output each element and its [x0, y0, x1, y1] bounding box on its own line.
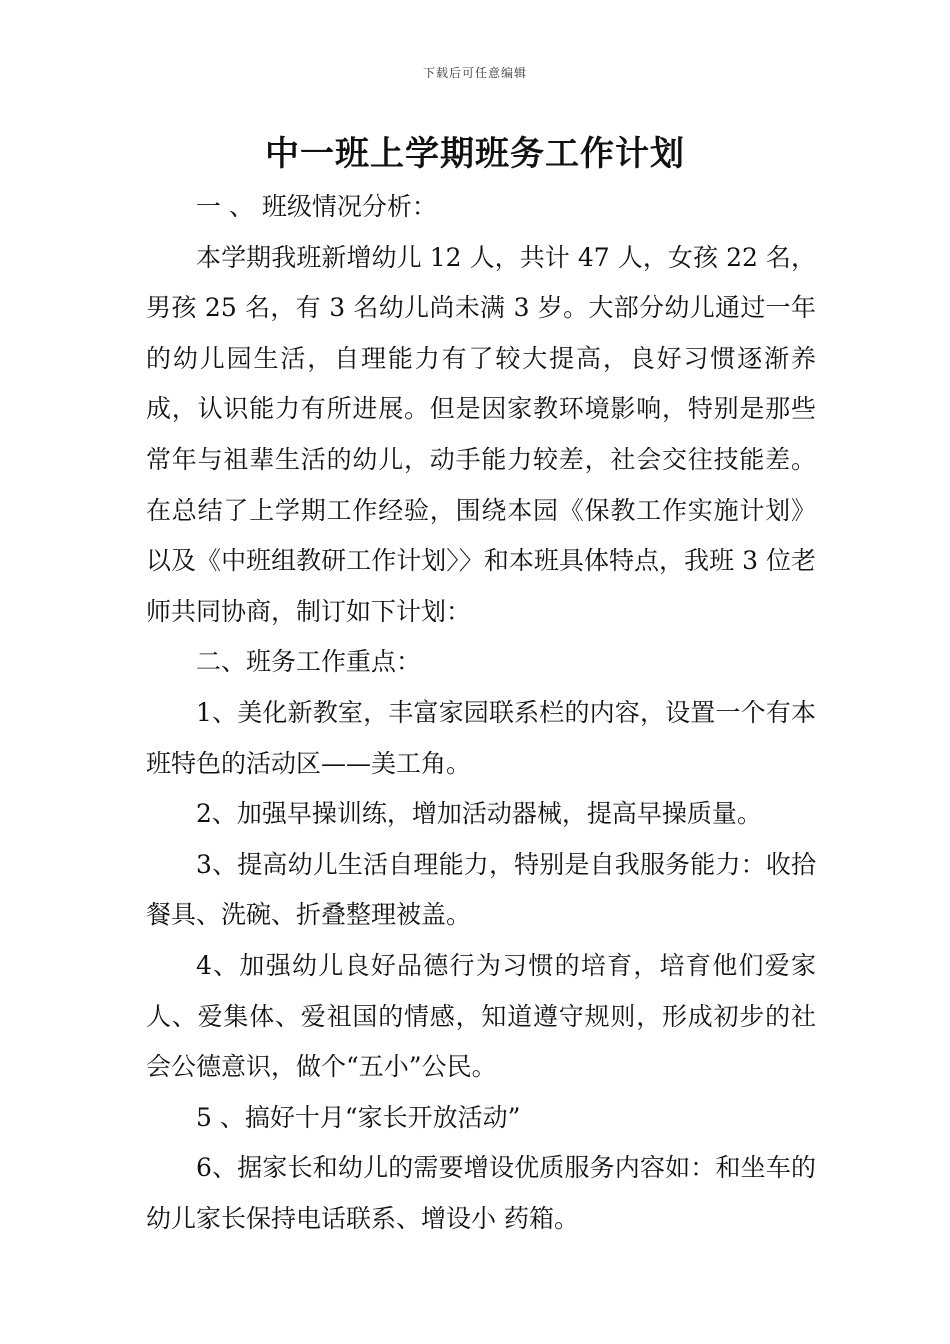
- section-heading-work-focus: 二、班务工作重点：: [196, 647, 422, 677]
- list-item-3: 3、提高幼儿生活自理能力，特别是自我服务能力：收拾餐具、洗碗、折叠整理被盖。: [146, 849, 816, 930]
- section-heading-class-analysis: 一 、 班级情况分析：: [196, 192, 437, 221]
- document-title: 中一班上学期班务工作计划: [265, 134, 685, 174]
- list-item-5: 5 、搞好十月“家长开放活动”: [196, 1102, 521, 1132]
- list-item-2: 2、加强早操训练，增加活动器械，提高早操质量。: [196, 799, 762, 829]
- list-item-4: 4、加强幼儿良好品德行为习惯的培育，培育他们爱家人、爱集体、爱祖国的情感，知道遵守规则，形成初步的社会公德意识，做个“五小”公民。: [146, 950, 816, 1082]
- paragraph-class-situation: 本学期我班新增幼儿 12 人，共计 47 人，女孩 22 名，男孩 25 名，有 3 名幼儿尚未满 3 岁。大部分幼儿通过一年的幼儿园生活，自理能力有了较大提高，良好习惯逐渐养成，认识能力有所进展。但是因家教环境影响，特别是那些常年与祖辈生活的幼儿，动手能力较差，社会交往技能差。在总结了上学期工作经验，围绕本园《保教工作实施计划》以及《中班组教研工作计划〉〉和本班具体特点，我班 3 位老师共同协商，制订如下计划：: [146, 242, 816, 626]
- list-item-6: 6、据家长和幼儿的需要增设优质服务内容如：和坐车的幼儿家长保持电话联系、增设小 药箱。: [146, 1153, 816, 1233]
- document-body: [146, 182, 816, 1244]
- header-note: 下载后可任意编辑: [422, 66, 527, 80]
- list-item-1: 1、美化新教室，丰富家园联系栏的内容，设置一个有本班特色的活动区——美工角。: [146, 697, 816, 778]
